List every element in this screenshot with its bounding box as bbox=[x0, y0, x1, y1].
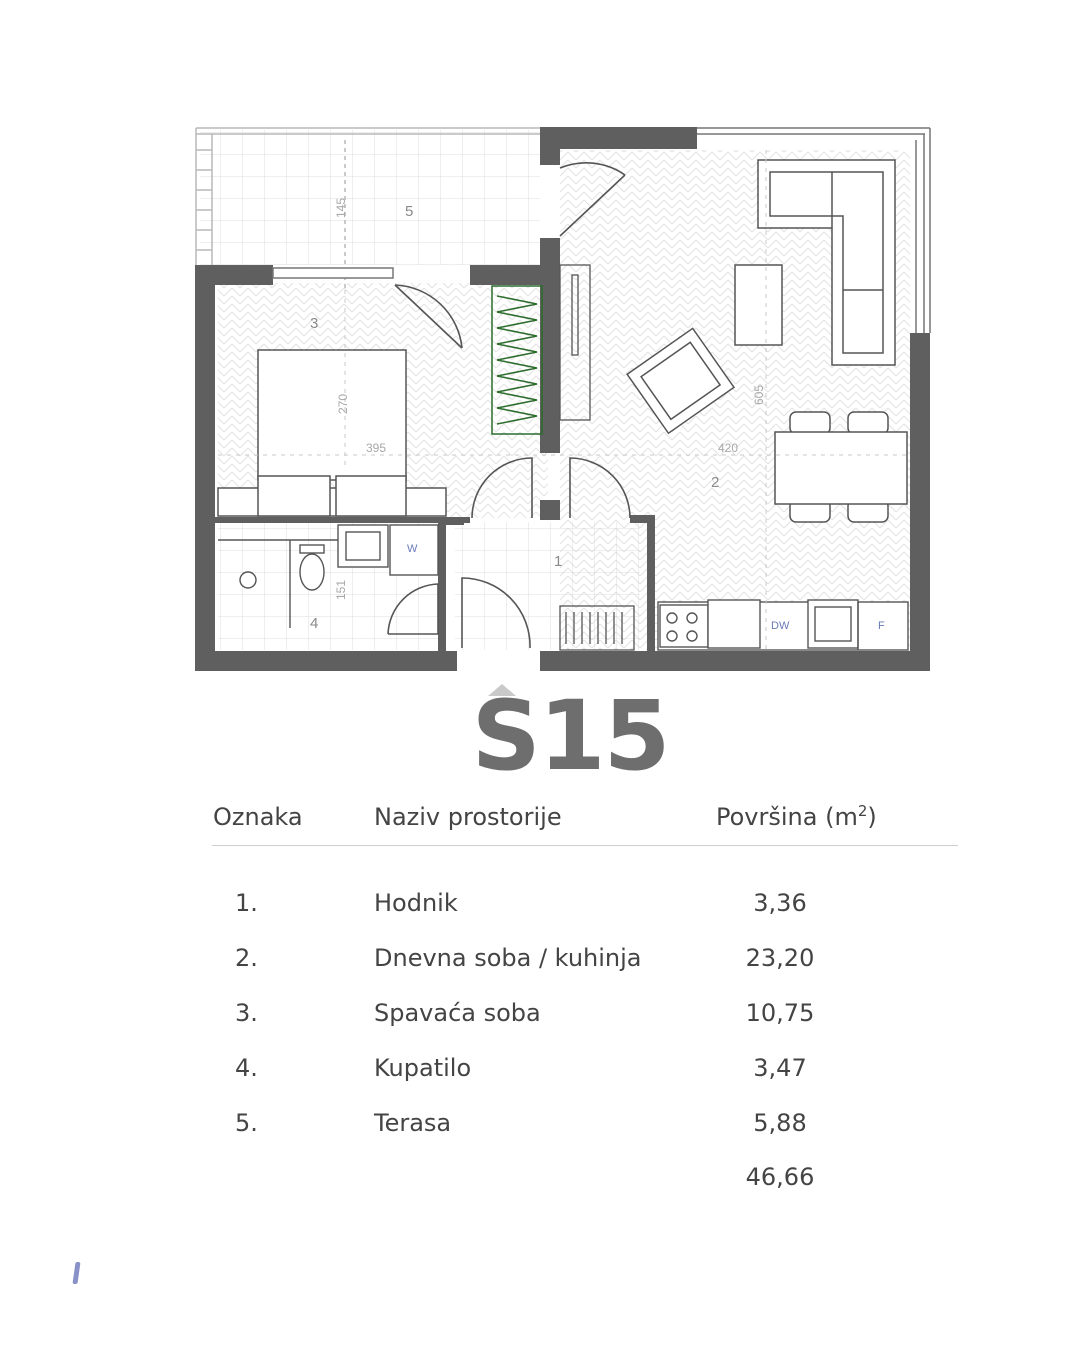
row-mark: 3. bbox=[235, 999, 258, 1027]
row-mark: 4. bbox=[235, 1054, 258, 1082]
row-mark: 5. bbox=[235, 1109, 258, 1137]
row-area: 3,36 bbox=[753, 889, 807, 917]
row-area: 23,20 bbox=[745, 944, 815, 972]
row-area: 5,88 bbox=[753, 1109, 807, 1137]
room-number-4: 4 bbox=[310, 615, 319, 632]
row-name: Hodnik bbox=[374, 889, 458, 917]
row-mark: 1. bbox=[235, 889, 258, 917]
header-area-text: Površina (m bbox=[716, 803, 858, 831]
room-number-5: 5 bbox=[405, 203, 414, 220]
fridge-label: F bbox=[878, 620, 885, 632]
row-name: Terasa bbox=[374, 1109, 452, 1137]
header-area-close: ) bbox=[867, 803, 877, 831]
room-number-1: 1 bbox=[554, 553, 563, 570]
total-area: 46,66 bbox=[745, 1163, 815, 1191]
room-number-2: 2 bbox=[711, 474, 720, 491]
row-mark: 2. bbox=[235, 944, 258, 972]
header-name: Naziv prostorije bbox=[374, 803, 562, 831]
dishwasher-label: DW bbox=[771, 620, 790, 632]
dimension-395: 395 bbox=[366, 441, 387, 455]
corner-marker bbox=[72, 1262, 80, 1284]
row-name: Kupatilo bbox=[374, 1054, 472, 1082]
row-name: Spavaća soba bbox=[374, 999, 541, 1027]
dimension-605: 605 bbox=[752, 384, 766, 405]
header-divider bbox=[212, 845, 958, 846]
dimension-151: 151 bbox=[334, 579, 348, 600]
washer-label: W bbox=[407, 543, 418, 555]
row-area: 3,47 bbox=[753, 1054, 807, 1082]
room-number-3: 3 bbox=[310, 315, 319, 332]
unit-code: S15 bbox=[471, 680, 669, 792]
row-name: Dnevna soba / kuhinja bbox=[374, 944, 642, 972]
dimension-270: 270 bbox=[336, 393, 350, 414]
coffee-table bbox=[735, 265, 782, 345]
header-mark: Oznaka bbox=[213, 803, 303, 831]
dimension-145: 145 bbox=[334, 197, 348, 218]
dimension-420: 420 bbox=[718, 441, 739, 455]
bedroom-window bbox=[273, 268, 393, 278]
header-area-sup: 2 bbox=[857, 802, 868, 820]
header-area bbox=[716, 802, 877, 833]
row-area: 10,75 bbox=[745, 999, 815, 1027]
